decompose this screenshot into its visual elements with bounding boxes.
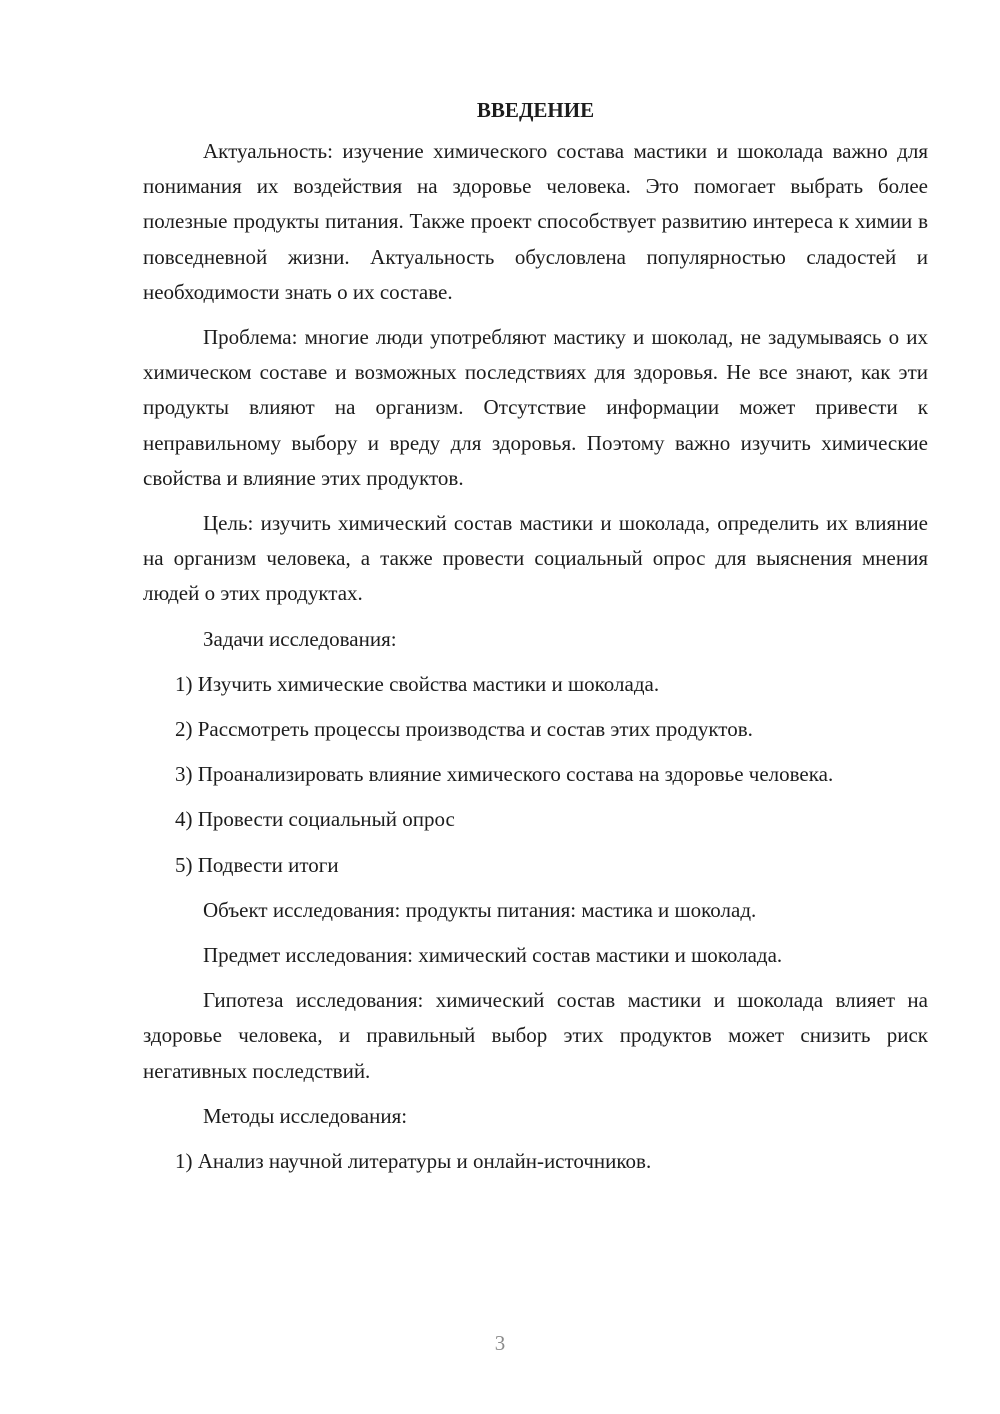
- task-item-4: 4) Провести социальный опрос: [175, 807, 455, 832]
- method-item-1: 1) Анализ научной литературы и онлайн-источников.: [175, 1149, 652, 1174]
- document-page: [143, 90, 928, 1189]
- relevance-paragraph: Актуальность: изучение химического состава мастики и шоколада важно для понимания их воздействия на здоровье человека. Это помогает выбрать более полезные продукты питания. Также проект способствует развитию интереса к химии в повседневной жизни. Актуальность обусловлена популярностью сладостей и необходимости знать о их составе.: [143, 139, 928, 304]
- task-item-2: 2) Рассмотреть процессы производства и состав этих продуктов.: [175, 717, 753, 742]
- hypothesis-paragraph: Гипотеза исследования: химический состав мастики и шоколада влияет на здоровье человека, и правильный выбор этих продуктов может снизить риск негативных последствий.: [143, 988, 928, 1083]
- section-heading: ВВЕДЕНИЕ: [476, 98, 595, 122]
- task-item-1: 1) Изучить химические свойства мастики и шоколада.: [175, 671, 660, 696]
- task-item-5: 5) Подвести итоги: [175, 852, 339, 877]
- research-subject: Предмет исследования: химический состав мастики и шоколада.: [203, 943, 783, 968]
- task-item-3: 3) Проанализировать влияние химического состава на здоровье человека.: [175, 762, 834, 787]
- tasks-label: Задачи исследования:: [203, 626, 397, 651]
- research-object: Объект исследования: продукты питания: мастика и шоколад.: [203, 897, 757, 922]
- problem-paragraph: Проблема: многие люди употребляют мастику и шоколад, не задумываясь о их химическом составе и возможных последствиях для здоровья. Не все знают, как эти продукты влияют на организм. Отсутствие информации может привести к неправильному выбору и вреду для здоровья. Поэтому важно изучить химические свойства и влияние этих продуктов.: [143, 325, 928, 490]
- goal-paragraph: Цель: изучить химический состав мастики и шоколада, определить их влияние на организм человека, а также провести социальный опрос для выяснения мнения людей о этих продуктах.: [143, 511, 928, 606]
- page-number: 3: [494, 1331, 506, 1355]
- methods-label: Методы исследования:: [203, 1103, 408, 1128]
